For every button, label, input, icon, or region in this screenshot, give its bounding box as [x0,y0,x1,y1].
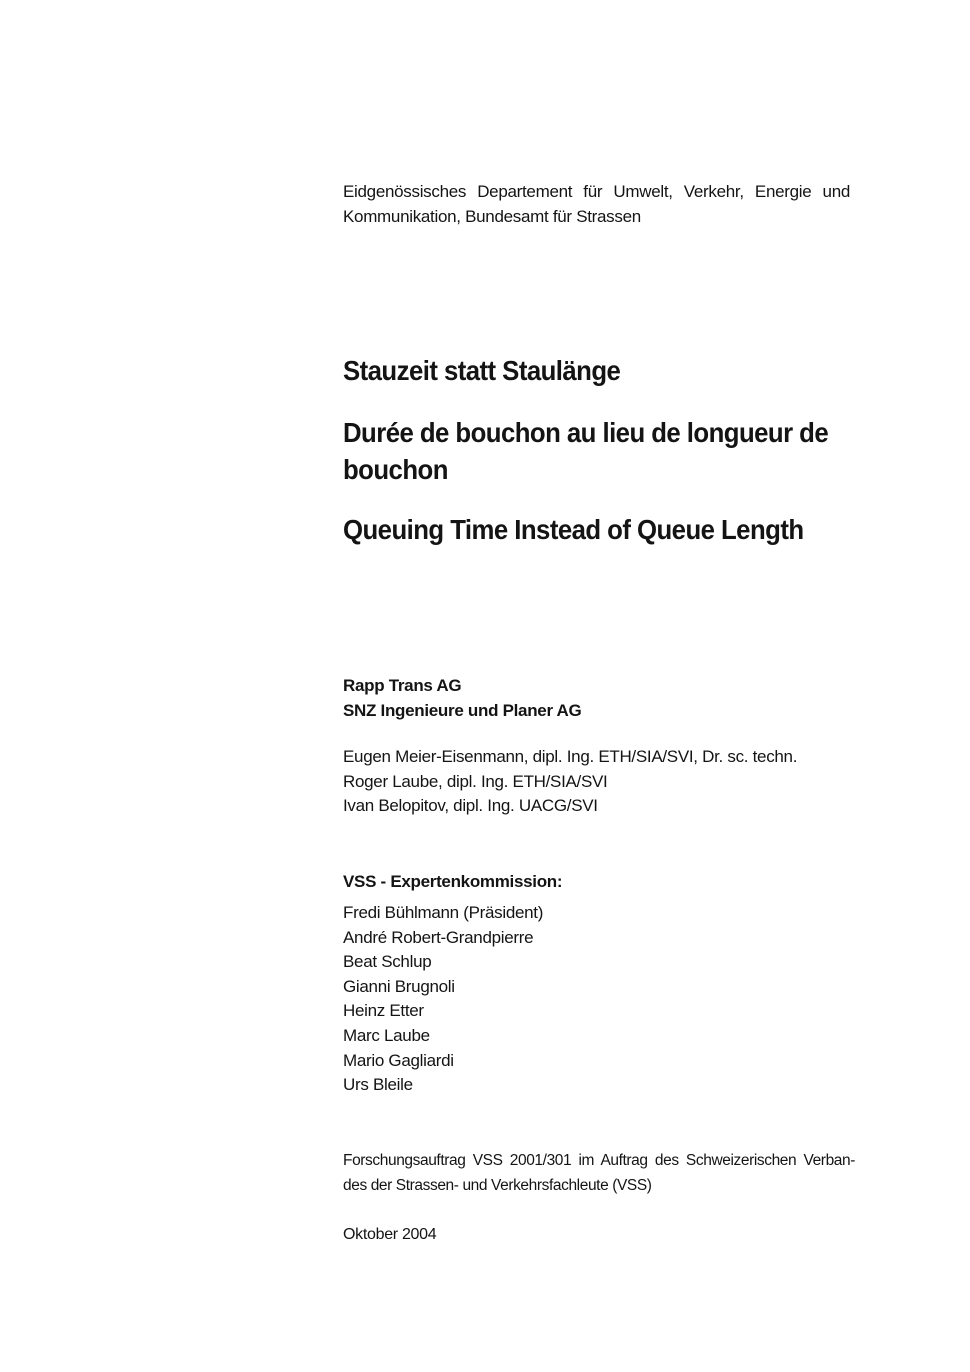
title-english: Queuing Time Instead of Queue Length [343,514,804,545]
firm-name: SNZ Ingenieure und Planer AG [343,701,582,720]
commission-heading: VSS - Expertenkommission: [343,872,563,891]
firm-list [343,673,581,723]
author-entry: Roger Laube, dipl. Ing. ETH/SIA/SVI [343,771,608,791]
research-mandate-note: Forschungsauftrag VSS 2001/301 im Auftrag des Schweizerischen Verban-des der Strassen- und Verkehrsfachleute (VSS) [343,1152,855,1194]
firm-name: Rapp Trans AG [343,676,462,695]
commission-member: Marc Laube [343,1025,430,1045]
commission-member: Fredi Bühlmann (Präsident) [343,903,544,922]
commission-member: Urs Bleile [343,1075,413,1095]
commission-member: Heinz Etter [343,1001,424,1021]
commission-member: André Robert-Grandpierre [343,927,534,947]
agency-name: Eidgenössisches Departement für Umwelt, Verkehr, Energie und Kommunikation, Bundesamt für Strassen [343,182,850,226]
commission-member: Mario Gagliardi [343,1050,454,1070]
author-list [343,745,797,819]
author-entry: Ivan Belopitov, dipl. Ing. UACG/SVI [343,796,598,815]
title-french: Durée de bouchon au lieu de longueur de bouchon [343,417,829,485]
author-entry: Eugen Meier-Eisenmann, dipl. Ing. ETH/SIA/SVI, Dr. sc. techn. [343,747,798,766]
commission-member: Beat Schlup [343,952,432,972]
publication-date: Oktober 2004 [343,1226,437,1243]
commission-member-list [343,901,543,1098]
title-german: Stauzeit statt Staulänge [343,355,621,386]
commission-member: Gianni Brugnoli [343,976,455,996]
